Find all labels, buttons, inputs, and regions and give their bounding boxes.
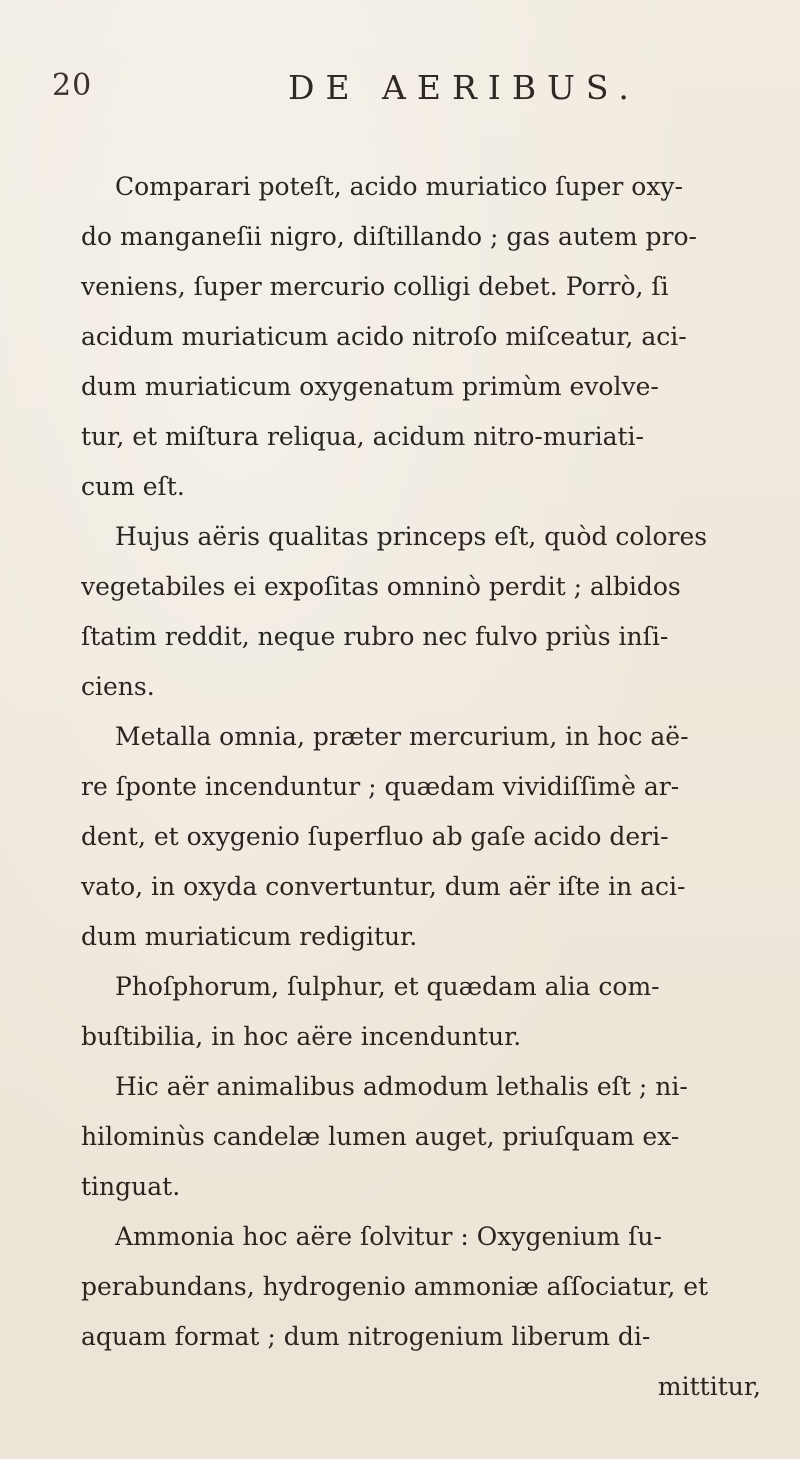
page-number: 20 bbox=[52, 68, 93, 103]
text-line: Ammonia hoc aëre ſolvitur : Oxygenium ſu- bbox=[115, 1222, 662, 1251]
text-line: vato, in oxyda convertuntur, dum aër iſte in aci- bbox=[81, 872, 686, 901]
text-line: Metalla omnia, præter mercurium, in hoc aë- bbox=[115, 722, 689, 751]
text-line: re ſponte incenduntur ; quædam vividiſſimè ar- bbox=[81, 772, 680, 801]
text-line: dent, et oxygenio ſuperfluo ab gaſe acido deri- bbox=[81, 822, 669, 851]
text-line: buſtibilia, in hoc aëre incenduntur. bbox=[81, 1022, 522, 1051]
text-line: mittitur, bbox=[657, 1372, 761, 1401]
text-line: tur, et miſtura reliqua, acidum nitro-muriati- bbox=[81, 422, 644, 451]
text-line: Hujus aëris qualitas princeps eſt, quòd colores bbox=[115, 522, 708, 551]
text-line: Hic aër animalibus admodum lethalis eſt ; ni- bbox=[115, 1072, 688, 1101]
running-head bbox=[52, 68, 752, 108]
body-text bbox=[81, 162, 761, 1412]
text-line: aquam format ; dum nitrogenium liberum di- bbox=[81, 1322, 651, 1351]
text-line: cum eſt. bbox=[81, 472, 185, 501]
text-line: Comparari poteſt, acido muriatico ſuper oxy- bbox=[115, 172, 684, 201]
text-line: veniens, ſuper mercurio colligi debet. Porrò, ſi bbox=[81, 272, 669, 301]
text-line: dum muriaticum redigitur. bbox=[81, 922, 418, 951]
text-line: dum muriaticum oxygenatum primùm evolve- bbox=[81, 372, 659, 401]
running-title: DE AERIBUS. bbox=[288, 68, 640, 107]
text-line: ciens. bbox=[81, 672, 155, 701]
text-line: do manganeſii nigro, diſtillando ; gas autem pro- bbox=[81, 222, 698, 251]
text-line: ſtatim reddit, neque rubro nec fulvo priùs inſi- bbox=[81, 622, 669, 651]
text-line: tinguat. bbox=[81, 1172, 181, 1201]
text-line: Phoſphorum, ſulphur, et quædam alia com- bbox=[115, 972, 660, 1001]
text-line: hilominùs candelæ lumen auget, priuſquam ex- bbox=[81, 1122, 680, 1151]
text-line: vegetabiles ei expoſitas omninò perdit ; albidos bbox=[81, 572, 681, 601]
text-line: perabundans, hydrogenio ammoniæ aſſociatur, et bbox=[81, 1272, 709, 1301]
text-line: acidum muriaticum acido nitroſo miſceatur, aci- bbox=[81, 322, 687, 351]
